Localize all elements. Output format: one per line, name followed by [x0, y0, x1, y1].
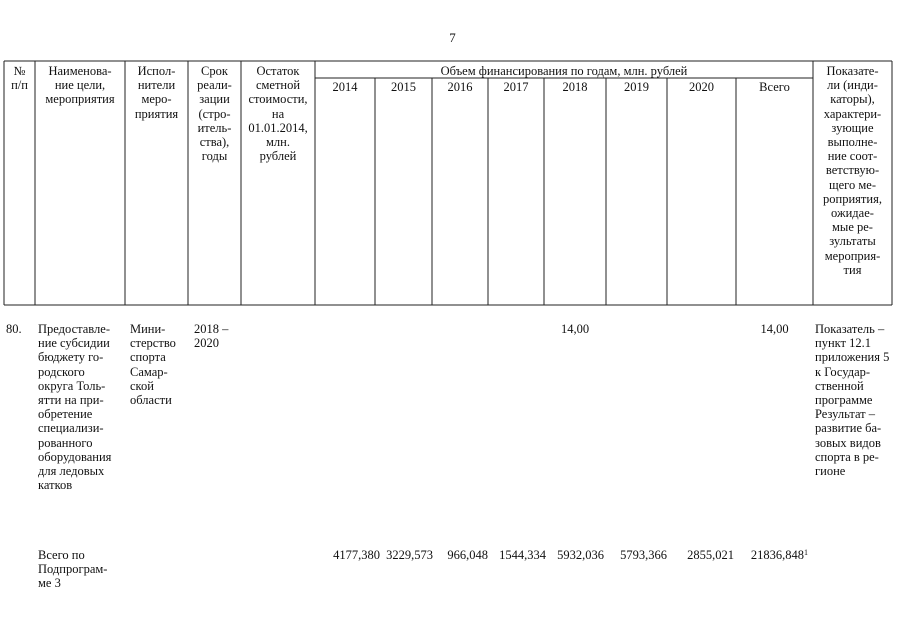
summary-label-line: Подпрограм- — [38, 562, 108, 577]
header-executors — [125, 64, 188, 121]
header-ind-line: характери- — [823, 106, 882, 121]
header-year-2018: 2018 — [562, 80, 588, 94]
row-term-line: 2020 — [194, 336, 219, 351]
header-num — [4, 64, 35, 92]
header-term-line: ства), — [199, 135, 230, 150]
row-ind-line: спорта в ре- — [815, 449, 879, 464]
header-term — [188, 64, 241, 163]
header-ind-line: мые ре- — [832, 220, 873, 235]
header-ind-line: щего ме- — [829, 177, 876, 192]
header-funding: Объем финансирования по годам, млн. рублей — [440, 64, 688, 78]
header-ind-line: роприятия, — [823, 191, 882, 206]
row-exec-line: спорта — [130, 350, 166, 365]
page-number: 7 — [449, 30, 456, 45]
row-ind-line: Показатель – — [815, 322, 885, 336]
row-number: 80. — [6, 322, 22, 336]
header-remain-line: стоимости, — [248, 92, 308, 107]
row-ind-line: приложения 5 — [815, 350, 890, 365]
summary-value-2019: 5793,366 — [620, 548, 667, 562]
header-year-2020: 2020 — [689, 80, 714, 94]
row-ind-line: гионе — [815, 464, 846, 479]
row-name-line: ятти на при- — [38, 393, 104, 408]
header-term-line: (стро- — [198, 106, 231, 121]
header-name-line: Наименова- — [48, 64, 112, 78]
header-remain-line: млн. — [266, 135, 290, 150]
header-name-line: мероприятия — [45, 92, 115, 107]
row-name-line: Предоставле- — [38, 322, 110, 336]
row-value-total: 14,00 — [760, 322, 789, 336]
row-exec-line: ской — [130, 378, 154, 393]
header-term-line: реали- — [197, 78, 232, 93]
row-name-line: округа Толь- — [38, 378, 106, 393]
summary-label-line: ме 3 — [38, 576, 61, 591]
row-name-line: рованного — [38, 435, 93, 450]
header-term-line: годы — [201, 149, 228, 164]
header-name-line: ние цели, — [54, 78, 106, 93]
summary-label-line: Всего по — [38, 548, 85, 562]
header-year-2017: 2017 — [503, 80, 529, 94]
row-ind-line: программе — [815, 393, 873, 408]
header-ind-line: каторы), — [830, 92, 875, 107]
header-num-line: № — [13, 64, 26, 78]
row-ind-line: Результат – — [815, 407, 876, 422]
header-ind-line: ветствую- — [825, 163, 880, 178]
header-exec-line: нители — [137, 78, 176, 93]
header-remain-line: на — [271, 106, 285, 121]
header-remaining-cost — [241, 64, 315, 163]
row-ind-line: ственной — [815, 378, 864, 393]
row-name-line: оборудования — [38, 449, 112, 464]
row-exec-line: Мини- — [130, 322, 166, 336]
header-ind-line: Показате- — [826, 64, 879, 78]
summary-value-2017: 1544,334 — [499, 548, 546, 562]
row-activity-name — [38, 322, 126, 492]
row-exec-line: области — [130, 393, 172, 408]
row-ind-line: зовых видов — [815, 435, 881, 450]
row-exec-line: Самар- — [130, 364, 168, 379]
header-ind-line: зультаты — [829, 234, 876, 249]
row-name-line: ние субсидии — [38, 336, 110, 351]
summary-total-number: 21836,848 — [750, 548, 804, 562]
summary-value-total — [734, 548, 808, 562]
header-term-line: Срок — [201, 64, 228, 78]
row-term — [194, 322, 244, 350]
summary-value-2014: 4177,380 — [333, 548, 380, 562]
row-ind-line: пункт 12.1 — [815, 336, 871, 351]
header-term-line: итель- — [197, 120, 232, 135]
header-year-2015: 2015 — [391, 80, 416, 94]
header-indicators — [813, 64, 892, 277]
summary-label — [38, 548, 126, 591]
footnote-mark: 1 — [804, 548, 808, 557]
summary-value-2016: 966,048 — [447, 548, 488, 562]
row-term-line: 2018 – — [194, 322, 229, 336]
header-remain-line: сметной — [255, 78, 301, 93]
header-num-line: п/п — [11, 78, 28, 93]
summary-value-2018: 5932,036 — [557, 548, 604, 562]
header-ind-line: зующие — [831, 120, 874, 135]
row-name-line: бюджету го- — [38, 350, 104, 365]
header-ind-line: ние соот- — [827, 149, 878, 164]
header-exec-line: приятия — [134, 106, 179, 121]
header-name — [35, 64, 125, 107]
header-ind-line: выполне- — [827, 135, 878, 150]
row-ind-line: развитие ба- — [815, 421, 882, 436]
header-exec-line: меро- — [141, 92, 172, 107]
row-name-line: для ледовых — [38, 464, 105, 479]
header-term-line: зации — [199, 92, 230, 107]
row-name-line: родского — [38, 364, 85, 379]
header-exec-line: Испол- — [137, 64, 176, 78]
header-remain-line: рублей — [259, 149, 297, 164]
header-remain-line: Остаток — [256, 64, 300, 78]
header-year-2019: 2019 — [624, 80, 649, 94]
row-exec-line: стерство — [130, 336, 176, 351]
row-executor — [130, 322, 188, 407]
header-ind-line: ли (инди- — [827, 78, 878, 93]
summary-value-2020: 2855,021 — [687, 548, 734, 562]
row-name-line: специализи- — [38, 421, 104, 436]
summary-value-2015: 3229,573 — [386, 548, 433, 562]
row-value-2018: 14,00 — [560, 322, 590, 336]
header-year-2016: 2016 — [447, 80, 473, 94]
row-ind-line: к Государ- — [815, 364, 871, 379]
header-remain-line: 01.01.2014, — [248, 120, 308, 135]
row-name-line: катков — [38, 478, 73, 493]
header-ind-line: тия — [843, 262, 862, 277]
header-ind-line: ожидае- — [831, 206, 874, 221]
row-name-line: обретение — [38, 407, 93, 422]
header-year-2014: 2014 — [332, 80, 358, 94]
header-ind-line: мероприя- — [824, 248, 881, 263]
header-total: Всего — [759, 80, 790, 94]
row-indicators — [815, 322, 903, 478]
